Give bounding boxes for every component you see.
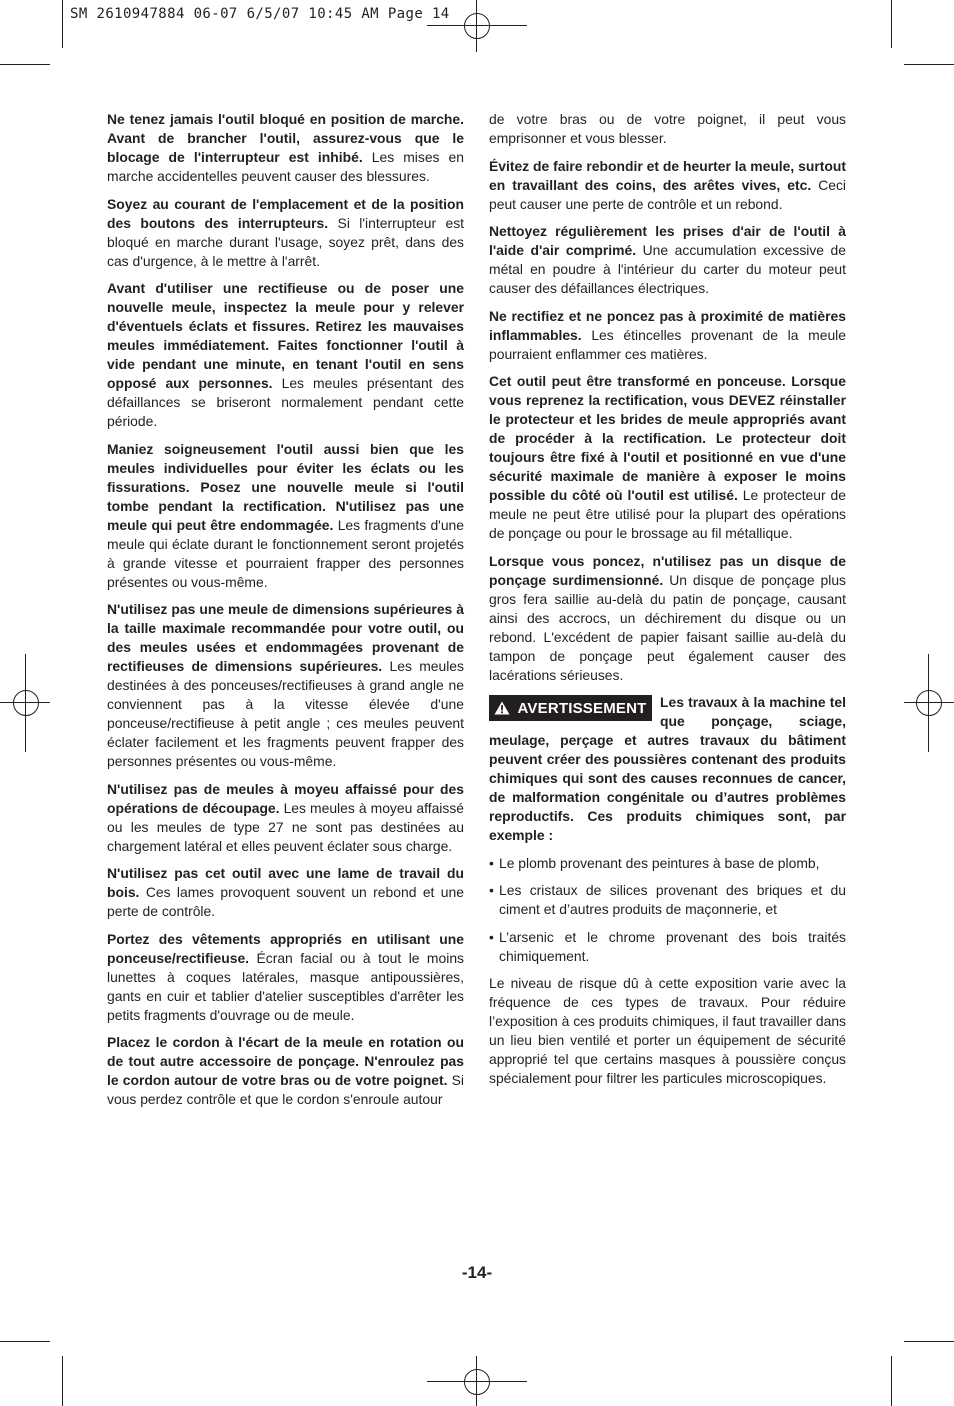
paragraph-lead: Maniez soigneusement l'outil aussi bien que les meules individuelles pour éviter les éclats ou les fissurations. Posez une nouvelle meule si l'outil tombe pendant la rectification. N'utilisez pas une meule qui peut être endommagée. bbox=[107, 440, 464, 533]
paragraph-body: Une accumulation excessive de métal en poudre à l'intérieur du carter du moteur peut causer des défaillances électriques. bbox=[489, 242, 847, 296]
paragraph-body: Ces lames provoquent souvent un rebond et une perte de contrôle. bbox=[107, 884, 464, 919]
paragraph-lead: Placez le cordon à l'écart de la meule en rotation ou de tout autre accessoire de ponçage. N'enroulez pas le cordon autour de votre bras ou de votre poignet. bbox=[107, 1034, 464, 1088]
registration-mark-left-circle bbox=[13, 690, 39, 716]
paragraph-body: Écran facial ou à tout le moins lunettes à coques latérales, masque antipoussières, gants en cuir et tablier d'atelier susceptibles d'arrêter les petits fragments d'ouvrage ou de meule. bbox=[107, 949, 464, 1023]
crop-mark-top-left-v bbox=[62, 0, 63, 48]
paragraph-lead: Avant d'utiliser une rectifieuse ou de poser une nouvelle meule, inspectez la meule pour y relever d'éventuels éclats et fissures. Retirez les mauvaises meules immédiatement. Faites fonctionner l'outil à vide pendant une minute, en tenant l'outil en sens opposé aux personnes. bbox=[107, 280, 464, 391]
paragraph-lead: Ne rectifiez et ne poncez pas à proximité de matières inflammables. bbox=[489, 307, 846, 343]
paragraph-lead: N'utilisez pas de meules à moyeu affaissé pour des opérations de découpage. bbox=[107, 780, 464, 816]
paragraph-lead: Cet outil peut être transformé en ponceuse. Lorsque vous reprenez la rectification, vous DEVEZ réinstaller le protecteur et les brides de meule appropriés avant de procéder à la rectification. Le protecteur doit toujours être fixé à l'outil et positionné en vue d'une sécurité maximale de manière à exposer le moins possible du côté où l'outil est utilisé. bbox=[489, 373, 846, 503]
hazard-list bbox=[489, 854, 846, 966]
paragraph-body: Les meules destinées à des ponceuses/rectifieuses à grand angle ne conviennent pas à la vitesse élevée d'une ponceuse/rectifieuse à petit angle ; ces meules peuvent éclater facilement et les fragments peuvent frapper des personnes présentes ou vous-même. bbox=[107, 658, 464, 769]
registration-mark-bottom-circle bbox=[464, 1369, 490, 1395]
safety-paragraph bbox=[107, 195, 464, 271]
paragraph-lead: Portez des vêtements appropriés en utilisant une ponceuse/rectifieuse. bbox=[107, 930, 464, 966]
paragraph-lead: N'utilisez pas une meule de dimensions supérieures à la taille maximale recommandée pour votre outil, ou des meules usées et endommagées provenant de rectifieuses de dimensions supérieures. bbox=[107, 601, 464, 674]
registration-mark-right-circle bbox=[916, 690, 942, 716]
paragraph-body: Le protecteur de meule ne peut être utilisé pour la plupart des opérations de ponçage ou pour le brossage au fil métallique. bbox=[489, 487, 846, 541]
safety-paragraph bbox=[107, 1033, 464, 1109]
paragraph-body: Ceci peut causer une perte de contrôle et un rebond. bbox=[489, 176, 846, 212]
warning-badge bbox=[489, 695, 652, 721]
paragraph-body: Si l'interrupteur est bloqué en marche durant l'usage, soyez prêt, dans des cas d'urgence, à le mettre à l'arrêt. bbox=[107, 214, 465, 269]
paragraph-lead: Nettoyez régulièrement les prises d'air de l'outil à l'aide d'air comprimé. bbox=[489, 223, 846, 258]
left-column bbox=[107, 110, 464, 1118]
safety-paragraph bbox=[107, 930, 464, 1025]
safety-paragraph bbox=[489, 110, 846, 148]
closing-paragraph: Le niveau de risque dû à cette exposition varie avec la fréquence de ces types de travaux. Pour réduire l’exposition à ces produits chimiques, il faut travailler dans un lieu bien ventilé et porter un équipement de sécurité approprié tel que certains masques à poussière conçus spécialement pour filtrer les particules microscopiques. bbox=[489, 975, 846, 1086]
crop-mark-bottom-left-h bbox=[0, 1341, 50, 1342]
safety-paragraph bbox=[107, 110, 464, 186]
list-item: • Les cristaux de silices provenant des briques et du ciment et d’autres produits de maçonnerie, et bbox=[489, 881, 846, 919]
safety-paragraph bbox=[107, 279, 464, 431]
printer-slug: SM 2610947884 06-07 6/5/07 10:45 AM Page 14 bbox=[70, 6, 450, 22]
warning-block bbox=[489, 693, 846, 845]
list-item: • L’arsenic et le chrome provenant des bois traités chimiquement. bbox=[489, 928, 846, 966]
safety-paragraph bbox=[489, 552, 846, 685]
paragraph-lead: Soyez au courant de l'emplacement et de la position des boutons des interrupteurs. bbox=[107, 195, 464, 231]
paragraph-body: Un disque de ponçage plus gros fera saillie au-delà du patin de ponçage, causant ainsi des accrocs, un déchirement du disque ou un rebond. L'excédent de papier faisant saillie au-delà du tampon de ponçage peut également causer des lacérations sérieuses. bbox=[489, 571, 846, 683]
warning-text: Les travaux à la machine tel que ponçage, sciage, meulage, perçage et autres travaux du bâtiment peuvent créer des poussières contenant des produits chimiques qui sont des causes reconnues de cancer, de malformation congénitale ou d’autres problèmes reproductifs. Ces produits chimiques sont, par exemple : bbox=[489, 694, 846, 843]
safety-paragraph bbox=[107, 780, 464, 856]
list-item: • Le plomb provenant des peintures à base de plomb, bbox=[489, 854, 846, 873]
warning-badge-label: AVERTISSEMENT bbox=[517, 699, 647, 717]
safety-paragraph bbox=[107, 600, 464, 771]
crop-mark-bottom-right-v bbox=[891, 1356, 892, 1406]
paragraph-body: Les meules présentant des défaillances se briseront normalement pendant cette période. bbox=[107, 375, 464, 429]
safety-paragraph bbox=[489, 307, 846, 364]
paragraph-lead: Lorsque vous poncez, n'utilisez pas un disque de ponçage surdimensionné. bbox=[489, 552, 846, 588]
crop-mark-top-right-v bbox=[891, 0, 892, 48]
crop-mark-top-right-h bbox=[904, 64, 954, 65]
paragraph-lead: Évitez de faire rebondir et de heurter la meule, surtout en travaillant des coins, des arêtes vives, etc. bbox=[489, 157, 846, 193]
crop-mark-top-left-h bbox=[0, 64, 50, 65]
paragraph-body: Si vous perdez contrôle et que le cordon s'enroule autour bbox=[107, 1072, 464, 1107]
paragraph-body: Les étincelles provenant de la meule pourraient enflammer ces matières. bbox=[489, 326, 846, 362]
paragraph-body: Les meules à moyeu affaissé ou les meules de type 27 ne sont pas destinées au chargement latéral et elles peuvent éclater sous charge. bbox=[107, 799, 464, 854]
paragraph-body: de votre bras ou de votre poignet, il peut vous emprisonner et vous blesser. bbox=[489, 111, 846, 146]
safety-paragraph bbox=[489, 157, 846, 214]
crop-mark-bottom-right-h bbox=[904, 1341, 954, 1342]
page-number: -14- bbox=[461, 1263, 493, 1282]
paragraph-body: Les mises en marche accidentelles peuvent causer des blessures. bbox=[107, 149, 465, 184]
safety-paragraph bbox=[107, 864, 464, 921]
warning-triangle-icon bbox=[494, 701, 510, 715]
right-column bbox=[489, 110, 846, 1097]
paragraph-lead: N'utilisez pas cet outil avec une lame de travail du bois. bbox=[107, 865, 464, 900]
crop-mark-bottom-left-v bbox=[62, 1356, 63, 1406]
registration-mark-top-circle bbox=[464, 13, 490, 39]
safety-paragraph bbox=[489, 372, 846, 543]
safety-paragraph bbox=[107, 440, 464, 592]
safety-paragraph bbox=[489, 222, 846, 298]
paragraph-body: Les fragments d'une meule qui éclate durant le fonctionnement seront projetés à grande vitesse et pourraient frapper des personnes présentes ou vous-même. bbox=[107, 516, 464, 590]
paragraph-lead: Ne tenez jamais l'outil bloqué en position de marche. Avant de brancher l'outil, assurez-vous que le blocage de l'interrupteur est inhibé. bbox=[107, 111, 464, 165]
